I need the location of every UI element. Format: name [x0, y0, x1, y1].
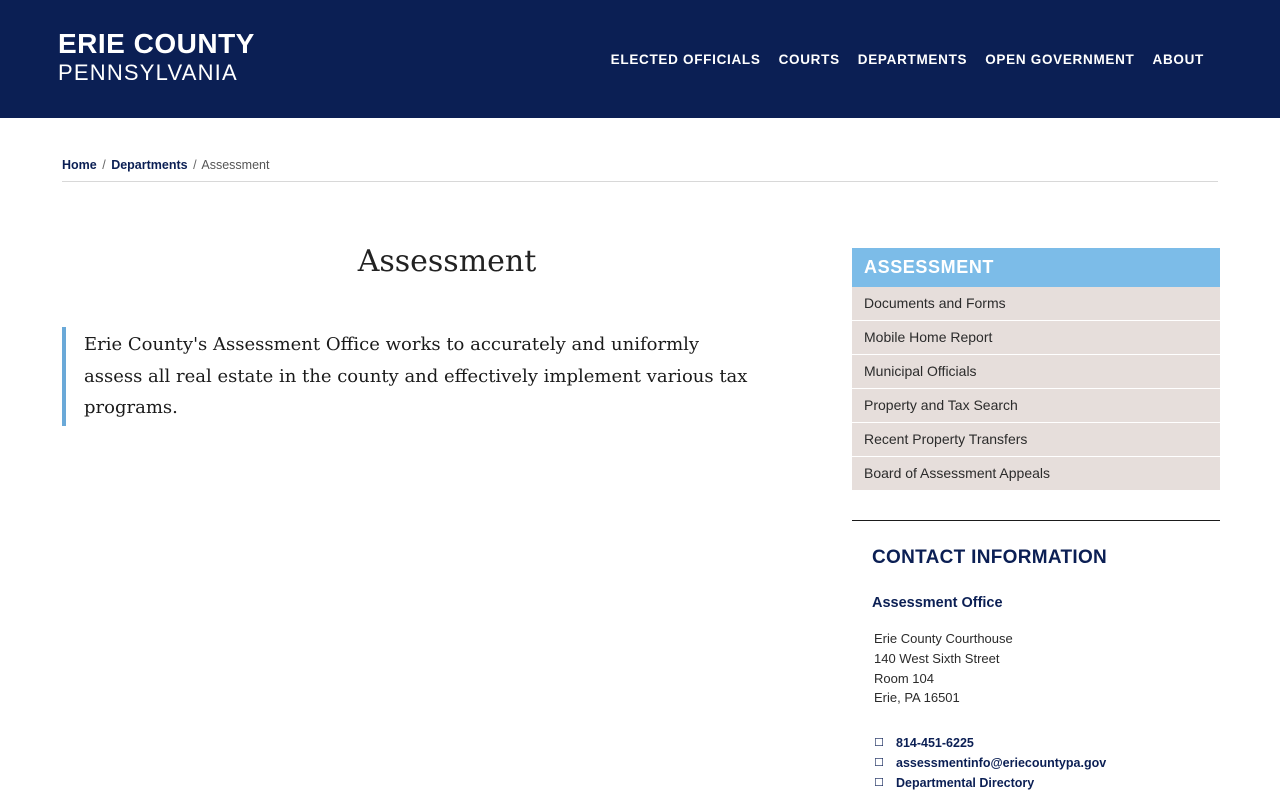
- contact-address: [874, 629, 1218, 708]
- contact-links: [874, 736, 1218, 790]
- breadcrumb-region: [62, 118, 1218, 182]
- contact-phone-row: [874, 736, 1218, 750]
- page-title: Assessment: [357, 244, 537, 279]
- nav-item-open-government[interactable]: OPEN GOVERNMENT: [985, 52, 1135, 67]
- address-line-3: Room 104: [874, 670, 934, 686]
- contact-directory-row: [874, 776, 1218, 790]
- main-navigation: [605, 48, 1210, 71]
- contact-information-heading: CONTACT INFORMATION: [872, 547, 1108, 568]
- address-line-1: Erie County Courthouse: [874, 631, 1013, 646]
- breadcrumb-departments[interactable]: Departments: [111, 158, 188, 172]
- sidebar: [852, 244, 1218, 796]
- sidebar-menu-title: ASSESSMENT: [852, 248, 1220, 287]
- breadcrumb-current: Assessment: [201, 158, 270, 172]
- sidebar-item-municipal-officials[interactable]: Municipal Officials: [852, 355, 1220, 389]
- breadcrumb-home[interactable]: Home: [62, 158, 97, 172]
- envelope-icon: ☐: [874, 756, 884, 769]
- sidebar-item-recent-property-transfers[interactable]: Recent Property Transfers: [852, 423, 1220, 457]
- contact-phone-link[interactable]: 814-451-6225: [896, 736, 974, 750]
- logo-secondary-text: PENNSYLVANIA: [58, 60, 238, 85]
- phone-icon: ☐: [874, 736, 884, 749]
- nav-item-courts[interactable]: COURTS: [778, 52, 840, 67]
- intro-paragraph: Erie County's Assessment Office works to accurately and uniformly assess all real estate in the county and effectively implement various tax programs.: [62, 327, 762, 426]
- content-wrapper: [62, 182, 1218, 796]
- sidebar-item-mobile-home-report[interactable]: Mobile Home Report: [852, 321, 1220, 355]
- sidebar-divider: [852, 520, 1220, 521]
- nav-item-departments[interactable]: DEPARTMENTS: [857, 52, 968, 67]
- contact-email-link[interactable]: assessmentinfo@eriecountypa.gov: [896, 756, 1107, 770]
- address-line-4: Erie, PA 16501: [874, 690, 960, 706]
- nav-item-about[interactable]: ABOUT: [1152, 52, 1204, 67]
- breadcrumb-separator-2: /: [193, 158, 197, 172]
- sidebar-menu: [852, 248, 1220, 490]
- contact-email-row: [874, 756, 1218, 770]
- nav-item-elected-officials[interactable]: ELECTED OFFICIALS: [610, 52, 761, 67]
- main-column: [62, 244, 852, 426]
- breadcrumb-separator-1: /: [102, 158, 106, 172]
- list-icon: ☐: [874, 776, 884, 789]
- sidebar-item-documents-and-forms[interactable]: Documents and Forms: [852, 287, 1220, 321]
- departmental-directory-link[interactable]: Departmental Directory: [896, 776, 1035, 790]
- address-line-2: 140 West Sixth Street: [874, 650, 1000, 666]
- site-header: [0, 0, 1280, 118]
- logo-primary-text: ERIE COUNTY: [58, 28, 255, 59]
- sidebar-item-property-and-tax-search[interactable]: Property and Tax Search: [852, 389, 1220, 423]
- site-logo[interactable]: [58, 30, 255, 84]
- contact-office-name: Assessment Office: [872, 595, 1003, 611]
- breadcrumb: [62, 158, 1218, 182]
- sidebar-item-board-of-assessment-appeals[interactable]: Board of Assessment Appeals: [852, 457, 1220, 490]
